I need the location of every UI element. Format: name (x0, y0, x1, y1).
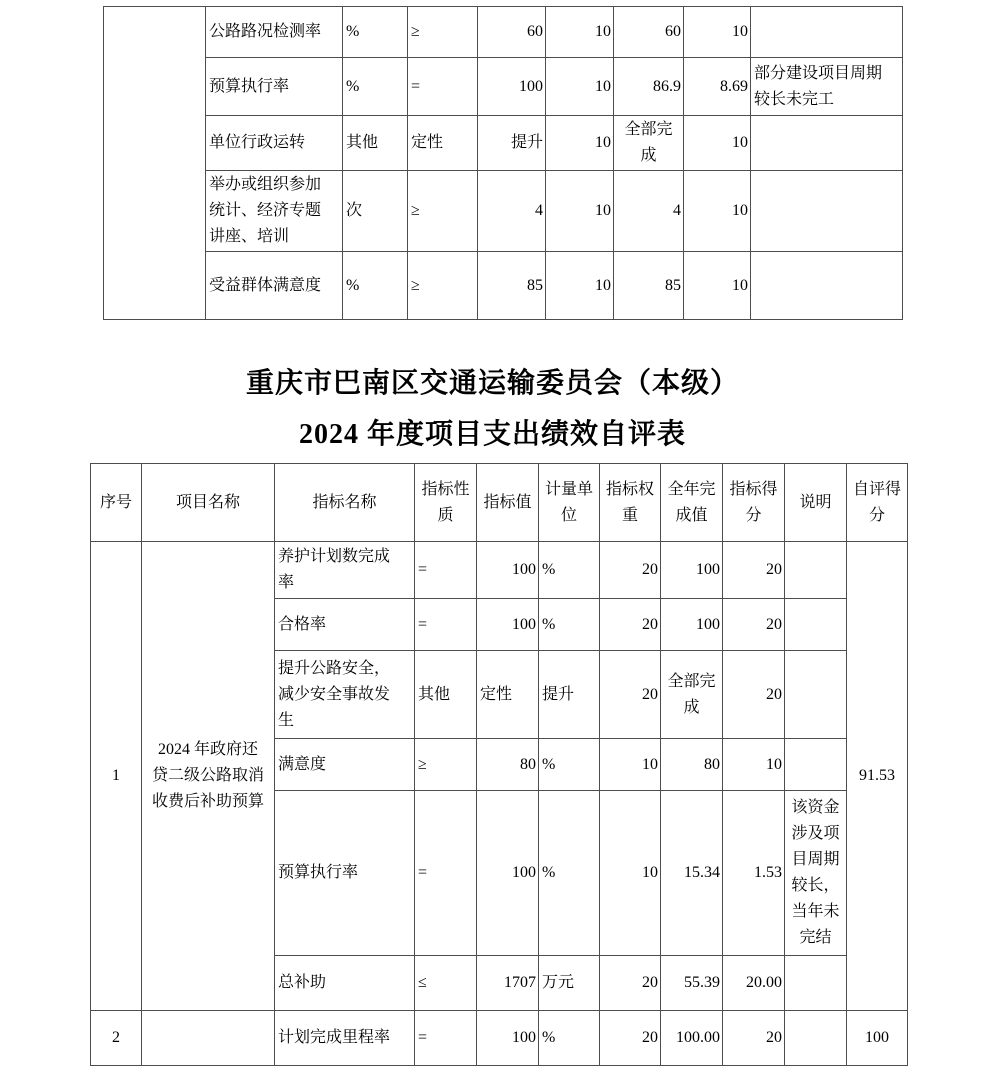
col-header-score: 指标得 分 (723, 464, 785, 542)
table-row (104, 58, 903, 116)
completion-cell: 4 (614, 171, 684, 252)
score-cell: 1.53 (723, 791, 785, 956)
indicator-name-cell: 举办或组织参加 统计、经济专题 讲座、培训 (206, 171, 343, 252)
unit-cell: 其他 (343, 116, 408, 171)
unit-cell: % (539, 542, 600, 599)
report-title-line1: 重庆市巴南区交通运输委员会（本级） (245, 368, 739, 399)
indicator-name-cell: 公路路况检测率 (206, 7, 343, 58)
nature-cell: = (415, 542, 477, 599)
completion-cell: 100 (661, 542, 723, 599)
unit-cell: % (539, 739, 600, 791)
target-value-cell: 60 (478, 7, 546, 58)
completion-cell: 15.34 (661, 791, 723, 956)
indicator-name-cell: 单位行政运转 (206, 116, 343, 171)
seq-cell: 1 (91, 542, 142, 1011)
target-value-cell: 定性 (477, 651, 539, 739)
weight-cell: 20 (600, 599, 661, 651)
weight-cell: 10 (546, 171, 614, 252)
unit-cell: % (343, 252, 408, 320)
weight-cell: 20 (600, 1011, 661, 1066)
project-name-cell: 2024 年政府还 贷二级公路取消 收费后补助预算 (142, 542, 275, 1011)
weight-cell: 20 (600, 956, 661, 1011)
weight-cell: 10 (546, 252, 614, 320)
table-row (104, 7, 903, 58)
indicator-name-cell: 预算执行率 (206, 58, 343, 116)
nature-cell: = (415, 1011, 477, 1066)
indicator-name-cell: 合格率 (275, 599, 415, 651)
nature-cell: ≥ (408, 252, 478, 320)
note-cell: 该资金 涉及项 目周期 较长， 当年未 完结 (785, 791, 847, 956)
col-header-project: 项目名称 (142, 464, 275, 542)
score-cell: 8.69 (684, 58, 751, 116)
note-cell (751, 171, 903, 252)
self-score-cell: 100 (847, 1011, 908, 1066)
header-row (91, 464, 908, 542)
completion-cell: 100 (661, 599, 723, 651)
target-value-cell: 85 (478, 252, 546, 320)
note-cell (785, 1011, 847, 1066)
unit-cell: 提升 (539, 651, 600, 739)
report-title (0, 358, 985, 460)
note-cell (751, 252, 903, 320)
weight-cell: 10 (600, 791, 661, 956)
score-cell: 10 (684, 7, 751, 58)
completion-cell: 100.00 (661, 1011, 723, 1066)
score-cell: 20 (723, 651, 785, 739)
target-value-cell: 100 (477, 791, 539, 956)
unit-cell: % (343, 58, 408, 116)
prior-indicator-table (103, 6, 903, 320)
indicator-name-cell: 满意度 (275, 739, 415, 791)
weight-cell: 10 (546, 116, 614, 171)
weight-cell: 10 (600, 739, 661, 791)
nature-cell: 定性 (408, 116, 478, 171)
unit-cell: % (539, 1011, 600, 1066)
table-row (104, 116, 903, 171)
table-row (104, 252, 903, 320)
col-header-indicator: 指标名称 (275, 464, 415, 542)
weight-cell: 10 (546, 58, 614, 116)
report-title-line2: 2024 年度项目支出绩效自评表 (298, 419, 686, 450)
col-header-unit: 计量单 位 (539, 464, 600, 542)
col-header-completion: 全年完 成值 (661, 464, 723, 542)
score-cell: 20.00 (723, 956, 785, 1011)
unit-cell: 万元 (539, 956, 600, 1011)
indicator-name-cell: 总补助 (275, 956, 415, 1011)
seq-cell: 2 (91, 1011, 142, 1066)
table-row (91, 1011, 908, 1066)
nature-cell: = (415, 791, 477, 956)
note-cell (785, 651, 847, 739)
completion-cell: 80 (661, 739, 723, 791)
note-cell (785, 739, 847, 791)
weight-cell: 20 (600, 651, 661, 739)
col-header-self-score: 自评得 分 (847, 464, 908, 542)
score-cell: 10 (684, 171, 751, 252)
note-cell (785, 542, 847, 599)
note-cell (751, 7, 903, 58)
unit-cell: % (539, 791, 600, 956)
indicator-name-cell: 受益群体满意度 (206, 252, 343, 320)
indicator-name-cell: 养护计划数完成 率 (275, 542, 415, 599)
unit-cell: 次 (343, 171, 408, 252)
completion-cell: 55.39 (661, 956, 723, 1011)
col-header-note: 说明 (785, 464, 847, 542)
target-value-cell: 提升 (478, 116, 546, 171)
note-cell: 部分建设项目周期 较长未完工 (751, 58, 903, 116)
nature-cell: ≥ (415, 739, 477, 791)
target-value-cell: 100 (477, 542, 539, 599)
completion-cell: 85 (614, 252, 684, 320)
completion-cell: 全部完 成 (614, 116, 684, 171)
score-cell: 20 (723, 1011, 785, 1066)
project-name-cell (142, 1011, 275, 1066)
self-eval-table (90, 463, 908, 1066)
score-cell: 20 (723, 542, 785, 599)
target-value-cell: 4 (478, 171, 546, 252)
nature-cell: 其他 (415, 651, 477, 739)
nature-cell: = (415, 599, 477, 651)
col-header-seq: 序号 (91, 464, 142, 542)
score-cell: 10 (684, 116, 751, 171)
nature-cell: ≥ (408, 7, 478, 58)
target-value-cell: 100 (477, 599, 539, 651)
note-cell (785, 599, 847, 651)
indicator-name-cell: 计划完成里程率 (275, 1011, 415, 1066)
indicator-name-cell: 提升公路安全， 减少安全事故发 生 (275, 651, 415, 739)
self-score-cell: 91.53 (847, 542, 908, 1011)
unit-cell: % (343, 7, 408, 58)
project-spanner-cell (104, 7, 206, 320)
completion-cell: 全部完 成 (661, 651, 723, 739)
table-row (104, 171, 903, 252)
completion-cell: 60 (614, 7, 684, 58)
note-cell (751, 116, 903, 171)
score-cell: 10 (723, 739, 785, 791)
completion-cell: 86.9 (614, 58, 684, 116)
target-value-cell: 1707 (477, 956, 539, 1011)
unit-cell: % (539, 599, 600, 651)
nature-cell: ≤ (415, 956, 477, 1011)
score-cell: 20 (723, 599, 785, 651)
weight-cell: 20 (600, 542, 661, 599)
col-header-value: 指标值 (477, 464, 539, 542)
target-value-cell: 100 (478, 58, 546, 116)
nature-cell: ≥ (408, 171, 478, 252)
note-cell (785, 956, 847, 1011)
target-value-cell: 100 (477, 1011, 539, 1066)
col-header-nature: 指标性 质 (415, 464, 477, 542)
col-header-weight: 指标权 重 (600, 464, 661, 542)
weight-cell: 10 (546, 7, 614, 58)
nature-cell: = (408, 58, 478, 116)
target-value-cell: 80 (477, 739, 539, 791)
score-cell: 10 (684, 252, 751, 320)
table-row (91, 542, 908, 599)
indicator-name-cell: 预算执行率 (275, 791, 415, 956)
